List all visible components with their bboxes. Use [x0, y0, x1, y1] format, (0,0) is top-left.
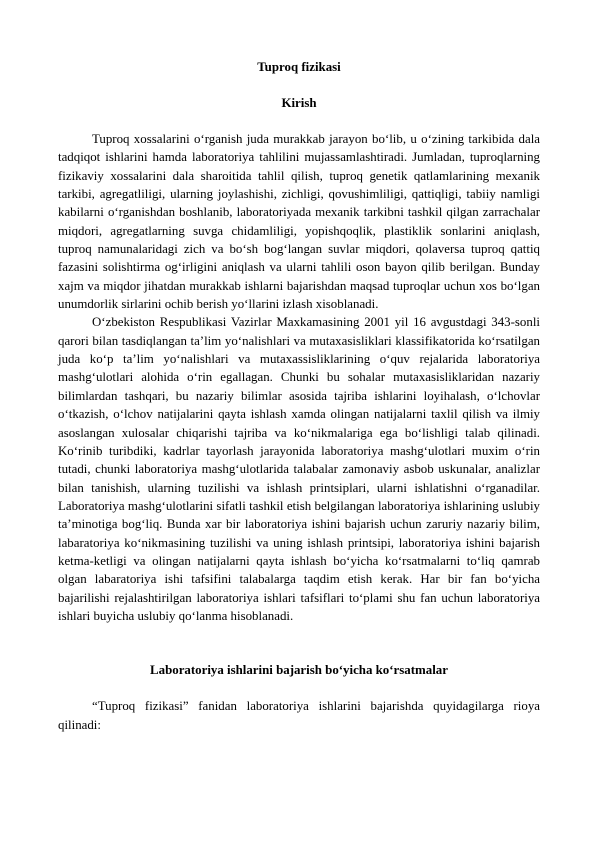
intro-paragraph-2: O‘zbekiston Respublikasi Vazirlar Maxkamasining 2001 yil 16 avgustdagi 343-sonli qarori bilan tasdiqlangan ta’lim yo‘nalishlari va mutaxasisliklari klassifikatorida ko‘rsatilgan juda ko‘p ta’lim yo‘nalishlari va mutaxassisliklarining o‘quv rejalarida laboratoriya mashg‘ulotlari alohida o‘rin egallagan. Chunki bu sohalar mutaxasisliklaridan nazariy bilimlardan tashqari, bu nazariy bilimlar asosida tajriba ishlarini loyihalash, o‘lchovlar o‘tkazish, o‘lchov natijalarini qayta ishlash xamda olingan natijalarni taxlil qilish va ilmiy asoslangan xulosalar chiqarishi tajriba va ko‘nikmalariga ega bo‘lishligi talab qilinadi. Ko‘rinib turibdiki, kadrlar tayorlash jarayonida laboratoriya mashg‘ulotlari muxim o‘rin tutadi, chunki laboratoriya mashg‘ulotlarida talabalar zamonaviy asbob uskunalar, analizlar bilan tanishish, ularning tuzilishi va ishlash printsiplari, ularni ishlatishni o‘rganadilar. Laboratoriya mashg‘ulotlarini sifatli tashkil etish belgilangan laboratoriya ishlarining uslubiy ta’minotiga bog‘liq. Bunda xar bir laboratoriya ishini bajarish uchun zaruriy nazariy bilim, labaratoriya ko‘nikmasining tuzilishi va uning ishlash printsipi, laboratoriya ishini bajarish ketma-ketligi va olingan natijalarni qayta ishlash bo‘yicha ko‘rsatmalarni to‘liq qamrab olgan labaratoriya ishi tafsifini talabalarga taqdim etish kerak. Har bir fan bo‘yicha bajarilishi rejalashtirilgan laboratoriya ishlari tafsiflari to‘plami shu fan uchun laboratoriya ishlari buyicha uslubiy qo‘lanma hisoblanadi. [58, 315, 540, 623]
document-page [58, 58, 540, 734]
section-heading: Laboratoriya ishlarini bajarish bo‘yicha ko‘rsatmalar [150, 663, 448, 678]
intro-paragraph-1: Tuproq xossalarini o‘rganish juda murakkab jarayon bo‘lib, u o‘zining tarkibida dala tadqiqot ishlarini hamda laboratoriya tahlilini mujassamlashtiradi. Jumladan, tuproqlarning fizikaviy xossalarini dala sharoitida tahlil qilish, tuproq genetik qatlamlarining mexanik tarkibi, agregatliligi, ularning joylashishi, zichligi, qovushimliligi, qattiqligi, tabiiy namligi kabilarni o‘rganishdan boshlanib, laboratoriyada mexanik tarkibni tashkil qilgan zarrachalar miqdori, agregatlarning suvga chidamliligi, yopishqoqlik, plastiklik sonlarini aniqlash, tuproq namunalaridagi zich va bo‘sh bog‘langan suvlar miqdori, qolaversa tuproq qattiq fazasini solishtirma og‘irligini aniqlash va ularni tahlili oson bayon qilib berilgan. Bunday xajm va miqdor jihatdan murakkab ishlarni bajarishdan maqsad tuproqlar uchun xos bo‘lgan unumdorlik sirlarini ochib berish yo‘llarini izlash xisoblanadi. [58, 132, 540, 312]
intro-heading: Kirish [281, 96, 317, 110]
document-title: Tuproq fizikasi [257, 60, 341, 74]
section-paragraph: “Tuproq fizikasi” fanidan laboratoriya ishlarini bajarishda quyidagilarga rioya qilinadi: [58, 699, 540, 732]
